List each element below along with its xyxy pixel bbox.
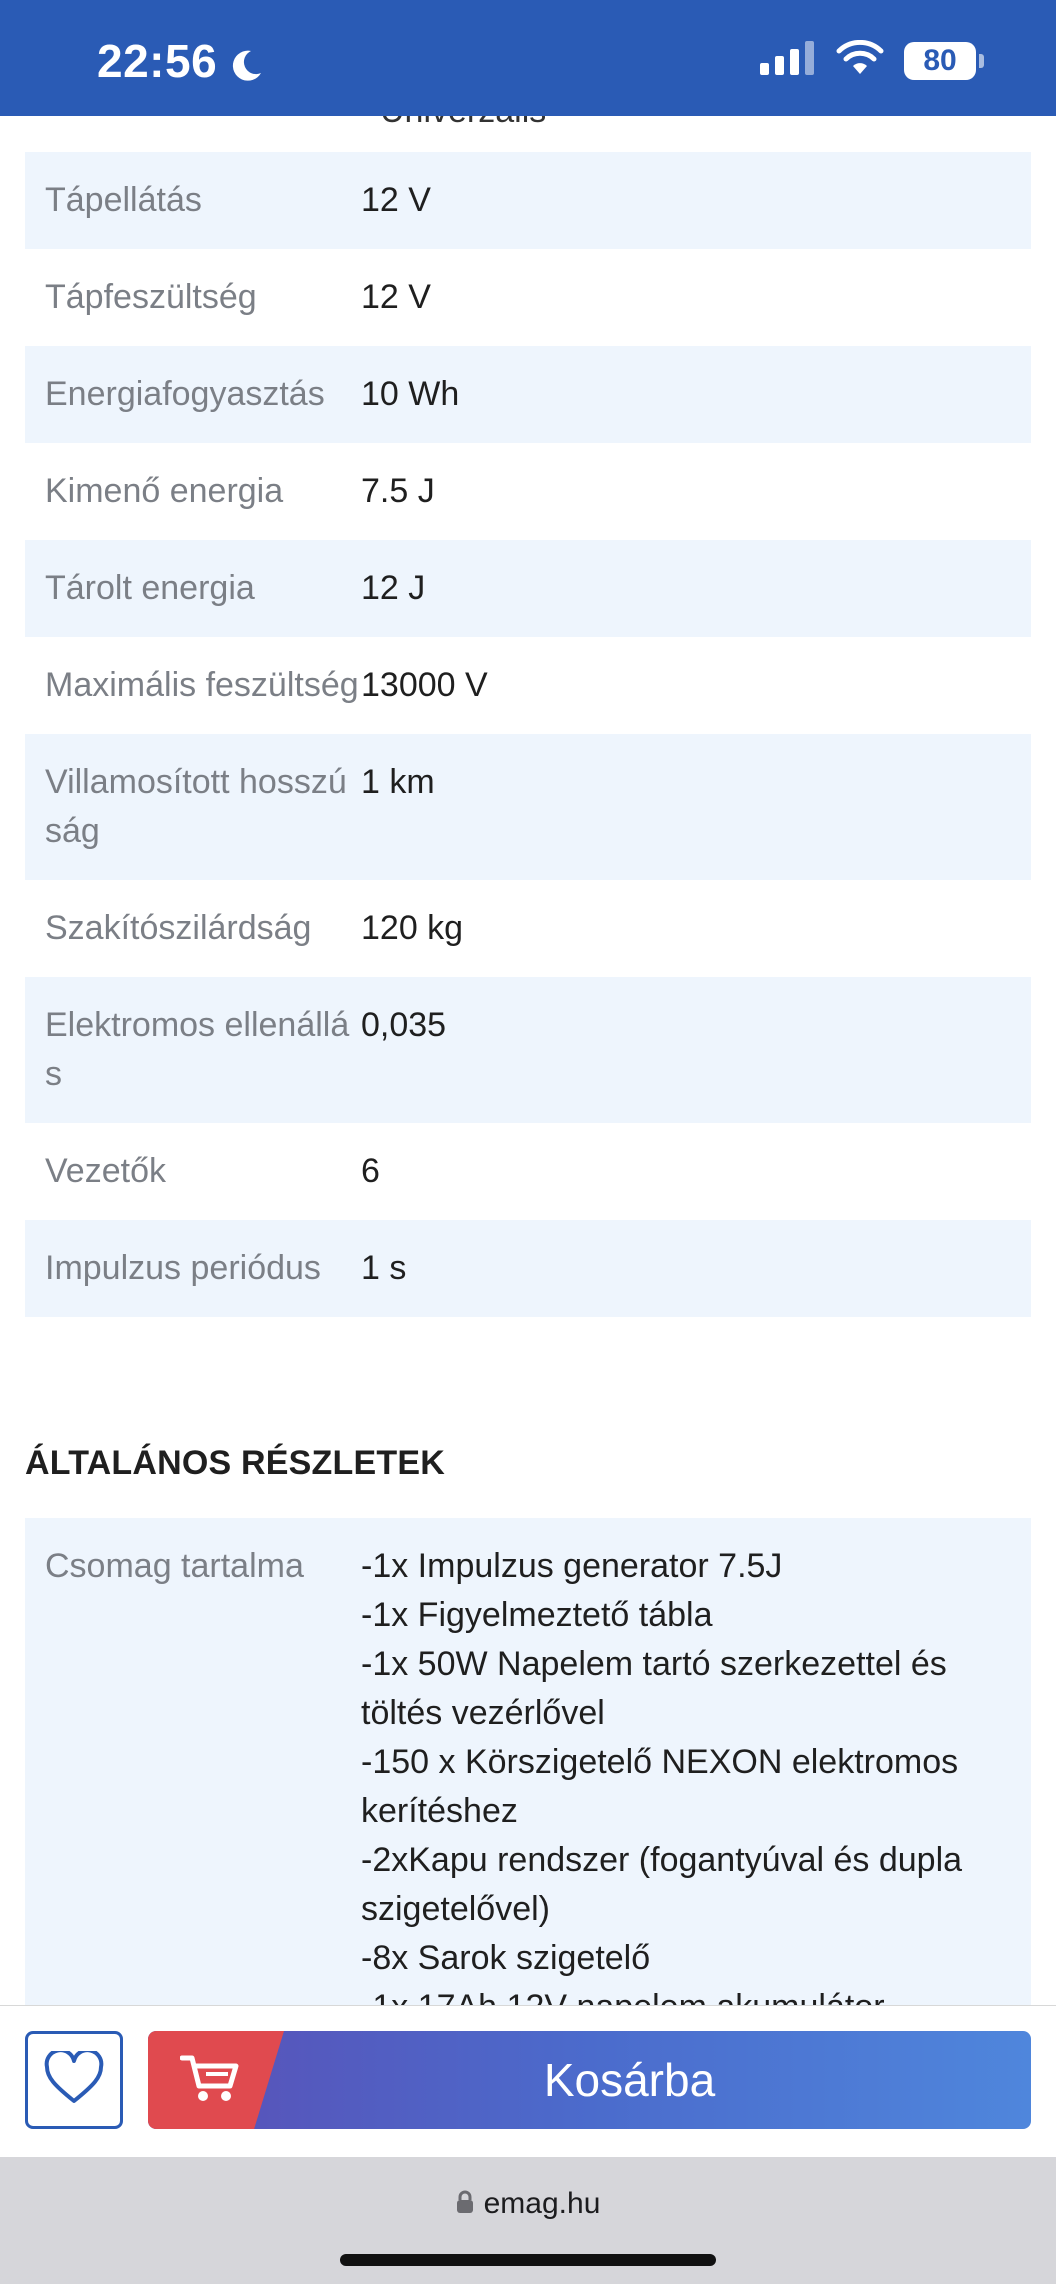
moon-icon xyxy=(227,42,265,80)
spec-row xyxy=(25,346,1031,443)
add-to-cart-button[interactable] xyxy=(148,2031,1031,2129)
spec-label: Tápellátás xyxy=(45,181,202,219)
package-item: -1x 50W Napelem tartó szerkezettel és töltés vezérlővel xyxy=(361,1645,947,1732)
clock-time: 22:56 xyxy=(97,35,218,87)
home-indicator[interactable] xyxy=(340,2254,716,2266)
package-contents-label: Csomag tartalma xyxy=(45,1547,304,1585)
spec-value: 10 Wh xyxy=(361,375,460,413)
add-to-cart-label: Kosárba xyxy=(543,2054,716,2106)
spec-row xyxy=(25,1123,1031,1220)
package-item: -8x Sarok szigetelő xyxy=(361,1939,651,1977)
heart-icon xyxy=(44,2051,104,2110)
spec-value: 1 s xyxy=(361,1249,407,1287)
cart-icon-zone xyxy=(148,2031,284,2129)
general-table xyxy=(25,1518,1031,2056)
spec-row xyxy=(25,540,1031,637)
spec-row xyxy=(25,152,1031,249)
spec-value: 6 xyxy=(361,1152,380,1190)
spec-value: 12 V xyxy=(361,278,431,316)
package-item: -1x Figyelmeztető tábla xyxy=(361,1596,713,1634)
browser-bottom-bar xyxy=(0,2157,1056,2284)
spec-label: Impulzus periódus xyxy=(45,1249,321,1287)
spec-row xyxy=(25,249,1031,346)
action-bar xyxy=(0,2005,1056,2157)
section-title-general: ÁLTALÁNOS RÉSZLETEK xyxy=(25,1444,445,1482)
spec-row xyxy=(25,1220,1031,1317)
spec-row xyxy=(25,977,1031,1123)
package-item: -150 x Körszigetelő NEXON elektromos kerítéshez xyxy=(361,1743,959,1830)
wifi-icon xyxy=(836,40,884,81)
spec-label: Elektromos ellenállás xyxy=(45,1006,350,1093)
signal-icon xyxy=(760,41,816,80)
spec-value: 12 V xyxy=(361,181,431,219)
status-icons xyxy=(760,40,976,81)
favorite-button[interactable] xyxy=(25,2031,123,2129)
spec-value: 13000 V xyxy=(361,666,488,704)
lock-icon xyxy=(456,2190,474,2219)
address-bar[interactable] xyxy=(0,2187,1056,2221)
package-item: -2xKapu rendszer (fogantyúval és dupla szigetelővel) xyxy=(361,1841,963,1928)
spec-label: Villamosított hosszúság xyxy=(45,763,347,850)
status-time-group xyxy=(97,34,265,88)
spec-value: 0,035 xyxy=(361,1006,447,1044)
status-bar xyxy=(0,0,1056,116)
spec-label: Tápfeszültség xyxy=(45,278,257,316)
spec-value: 12 J xyxy=(361,569,426,607)
spec-value: 1 km xyxy=(361,763,435,801)
url-text: emag.hu xyxy=(483,2187,601,2220)
spec-label: Kimenő energia xyxy=(45,472,284,510)
package-item: -1x Impulzus generator 7.5J xyxy=(361,1547,783,1585)
spec-value: 120 kg xyxy=(361,909,464,947)
spec-row xyxy=(25,880,1031,977)
spec-value: 7.5 J xyxy=(361,472,435,510)
battery-icon: 80 xyxy=(904,42,976,80)
package-contents-row xyxy=(25,1518,1031,2056)
spec-table xyxy=(25,152,1031,1317)
spec-label: Energiafogyasztás xyxy=(45,375,325,413)
spec-label: Maximális feszültség xyxy=(45,666,359,704)
spec-label: Vezetők xyxy=(45,1152,166,1190)
package-contents-value xyxy=(361,1518,1031,2056)
spec-row xyxy=(25,637,1031,734)
cart-icon xyxy=(180,2052,240,2109)
spec-label: Szakítószilárdság xyxy=(45,909,312,947)
spec-label: Tárolt energia xyxy=(45,569,255,607)
spec-row xyxy=(25,443,1031,540)
spec-row xyxy=(25,734,1031,880)
